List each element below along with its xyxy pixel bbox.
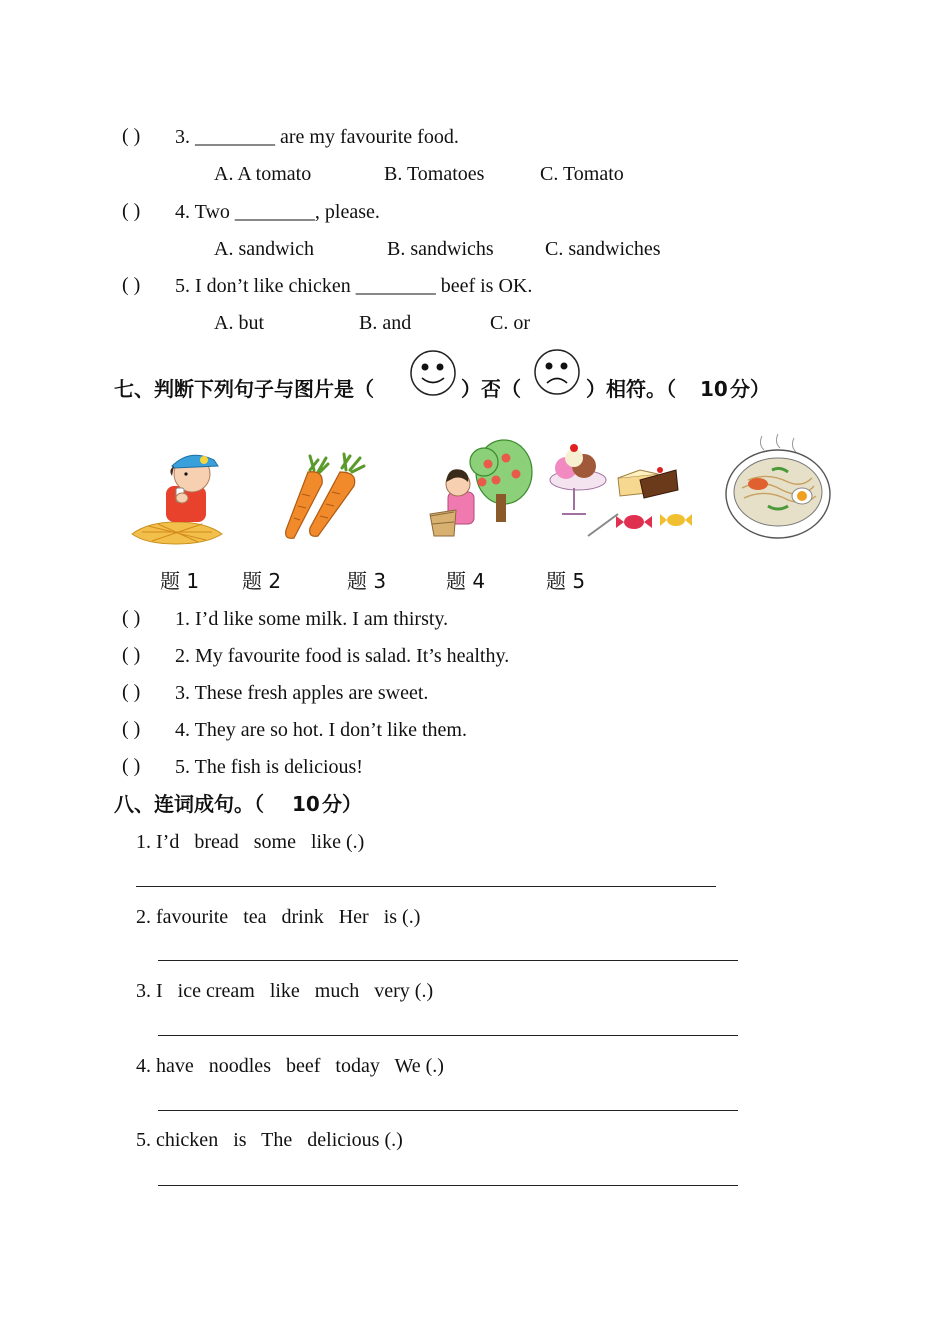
answer-paren[interactable]: ( ) xyxy=(122,755,141,777)
heading-text-4: 分） xyxy=(723,377,770,401)
reorder-item-2: 2. favourite tea drink Her is (.) xyxy=(136,906,421,928)
question-text: 5. I don’t like chicken ________ beef is OK. xyxy=(175,275,533,297)
option-a: A. but xyxy=(214,312,264,334)
reorder-item-1: 1. I’d bread some like (.) xyxy=(136,831,365,853)
statement-text: 1. I’d like some milk. I am thirsty. xyxy=(175,608,449,630)
answer-paren[interactable]: ( ) xyxy=(122,200,141,222)
heading-text-2: 分） xyxy=(315,792,362,816)
answer-paren[interactable]: ( ) xyxy=(122,274,141,296)
sad-face-icon xyxy=(533,348,581,396)
picture-caption-5: 题 5 xyxy=(546,569,586,593)
picture-caption-2: 题 2 xyxy=(242,569,282,593)
heading-text-3: ）相符。（ xyxy=(586,377,676,401)
statement-text: 4. They are so hot. I don’t like them. xyxy=(175,719,467,741)
heading-score: 10 xyxy=(700,377,728,401)
carrots-icon xyxy=(280,450,372,542)
option-a: A. sandwich xyxy=(214,238,314,260)
answer-line-3[interactable] xyxy=(158,1035,738,1036)
option-c: C. or xyxy=(490,312,530,334)
statement-text: 5. The fish is delicious! xyxy=(175,756,363,778)
reorder-item-3: 3. I ice cream like much very (.) xyxy=(136,980,434,1002)
option-c: C. sandwiches xyxy=(545,238,661,260)
girl-picking-apples-icon xyxy=(426,436,534,540)
option-b: B. sandwichs xyxy=(387,238,494,260)
desserts-icon xyxy=(548,440,696,544)
heading-text-1: 七、判断下列句子与图片是（ xyxy=(114,377,374,401)
option-b: B. and xyxy=(359,312,412,334)
answer-paren[interactable]: ( ) xyxy=(122,644,141,666)
heading-text-1: 八、连词成句。（ xyxy=(114,792,264,816)
reorder-item-4: 4. have noodles beef today We (.) xyxy=(136,1055,444,1077)
picture-caption-3: 题 3 xyxy=(347,569,387,593)
answer-line-4[interactable] xyxy=(158,1110,738,1111)
question-text: 4. Two ________, please. xyxy=(175,201,380,223)
heading-text-2: ）否（ xyxy=(461,377,521,401)
option-c: C. Tomato xyxy=(540,163,624,185)
noodles-bowl-icon xyxy=(722,432,834,544)
option-a: A. A tomato xyxy=(214,163,312,185)
answer-line-1[interactable] xyxy=(136,886,716,887)
option-b: B. Tomatoes xyxy=(384,163,485,185)
picture-caption-4: 题 4 xyxy=(446,569,486,593)
answer-paren[interactable]: ( ) xyxy=(122,718,141,740)
answer-paren[interactable]: ( ) xyxy=(122,607,141,629)
answer-line-2[interactable] xyxy=(158,960,738,961)
statement-text: 3. These fresh apples are sweet. xyxy=(175,682,429,704)
question-text: 3. ________ are my favourite food. xyxy=(175,126,459,148)
boy-drinking-icon xyxy=(128,446,226,546)
answer-line-5[interactable] xyxy=(158,1185,738,1186)
picture-caption-1: 题 1 xyxy=(160,569,200,593)
heading-score: 10 xyxy=(292,792,320,816)
smiley-face-icon xyxy=(409,349,457,397)
reorder-item-5: 5. chicken is The delicious (.) xyxy=(136,1129,403,1151)
statement-text: 2. My favourite food is salad. It’s healthy. xyxy=(175,645,510,667)
answer-paren[interactable]: ( ) xyxy=(122,681,141,703)
answer-paren[interactable]: ( ) xyxy=(122,125,141,147)
